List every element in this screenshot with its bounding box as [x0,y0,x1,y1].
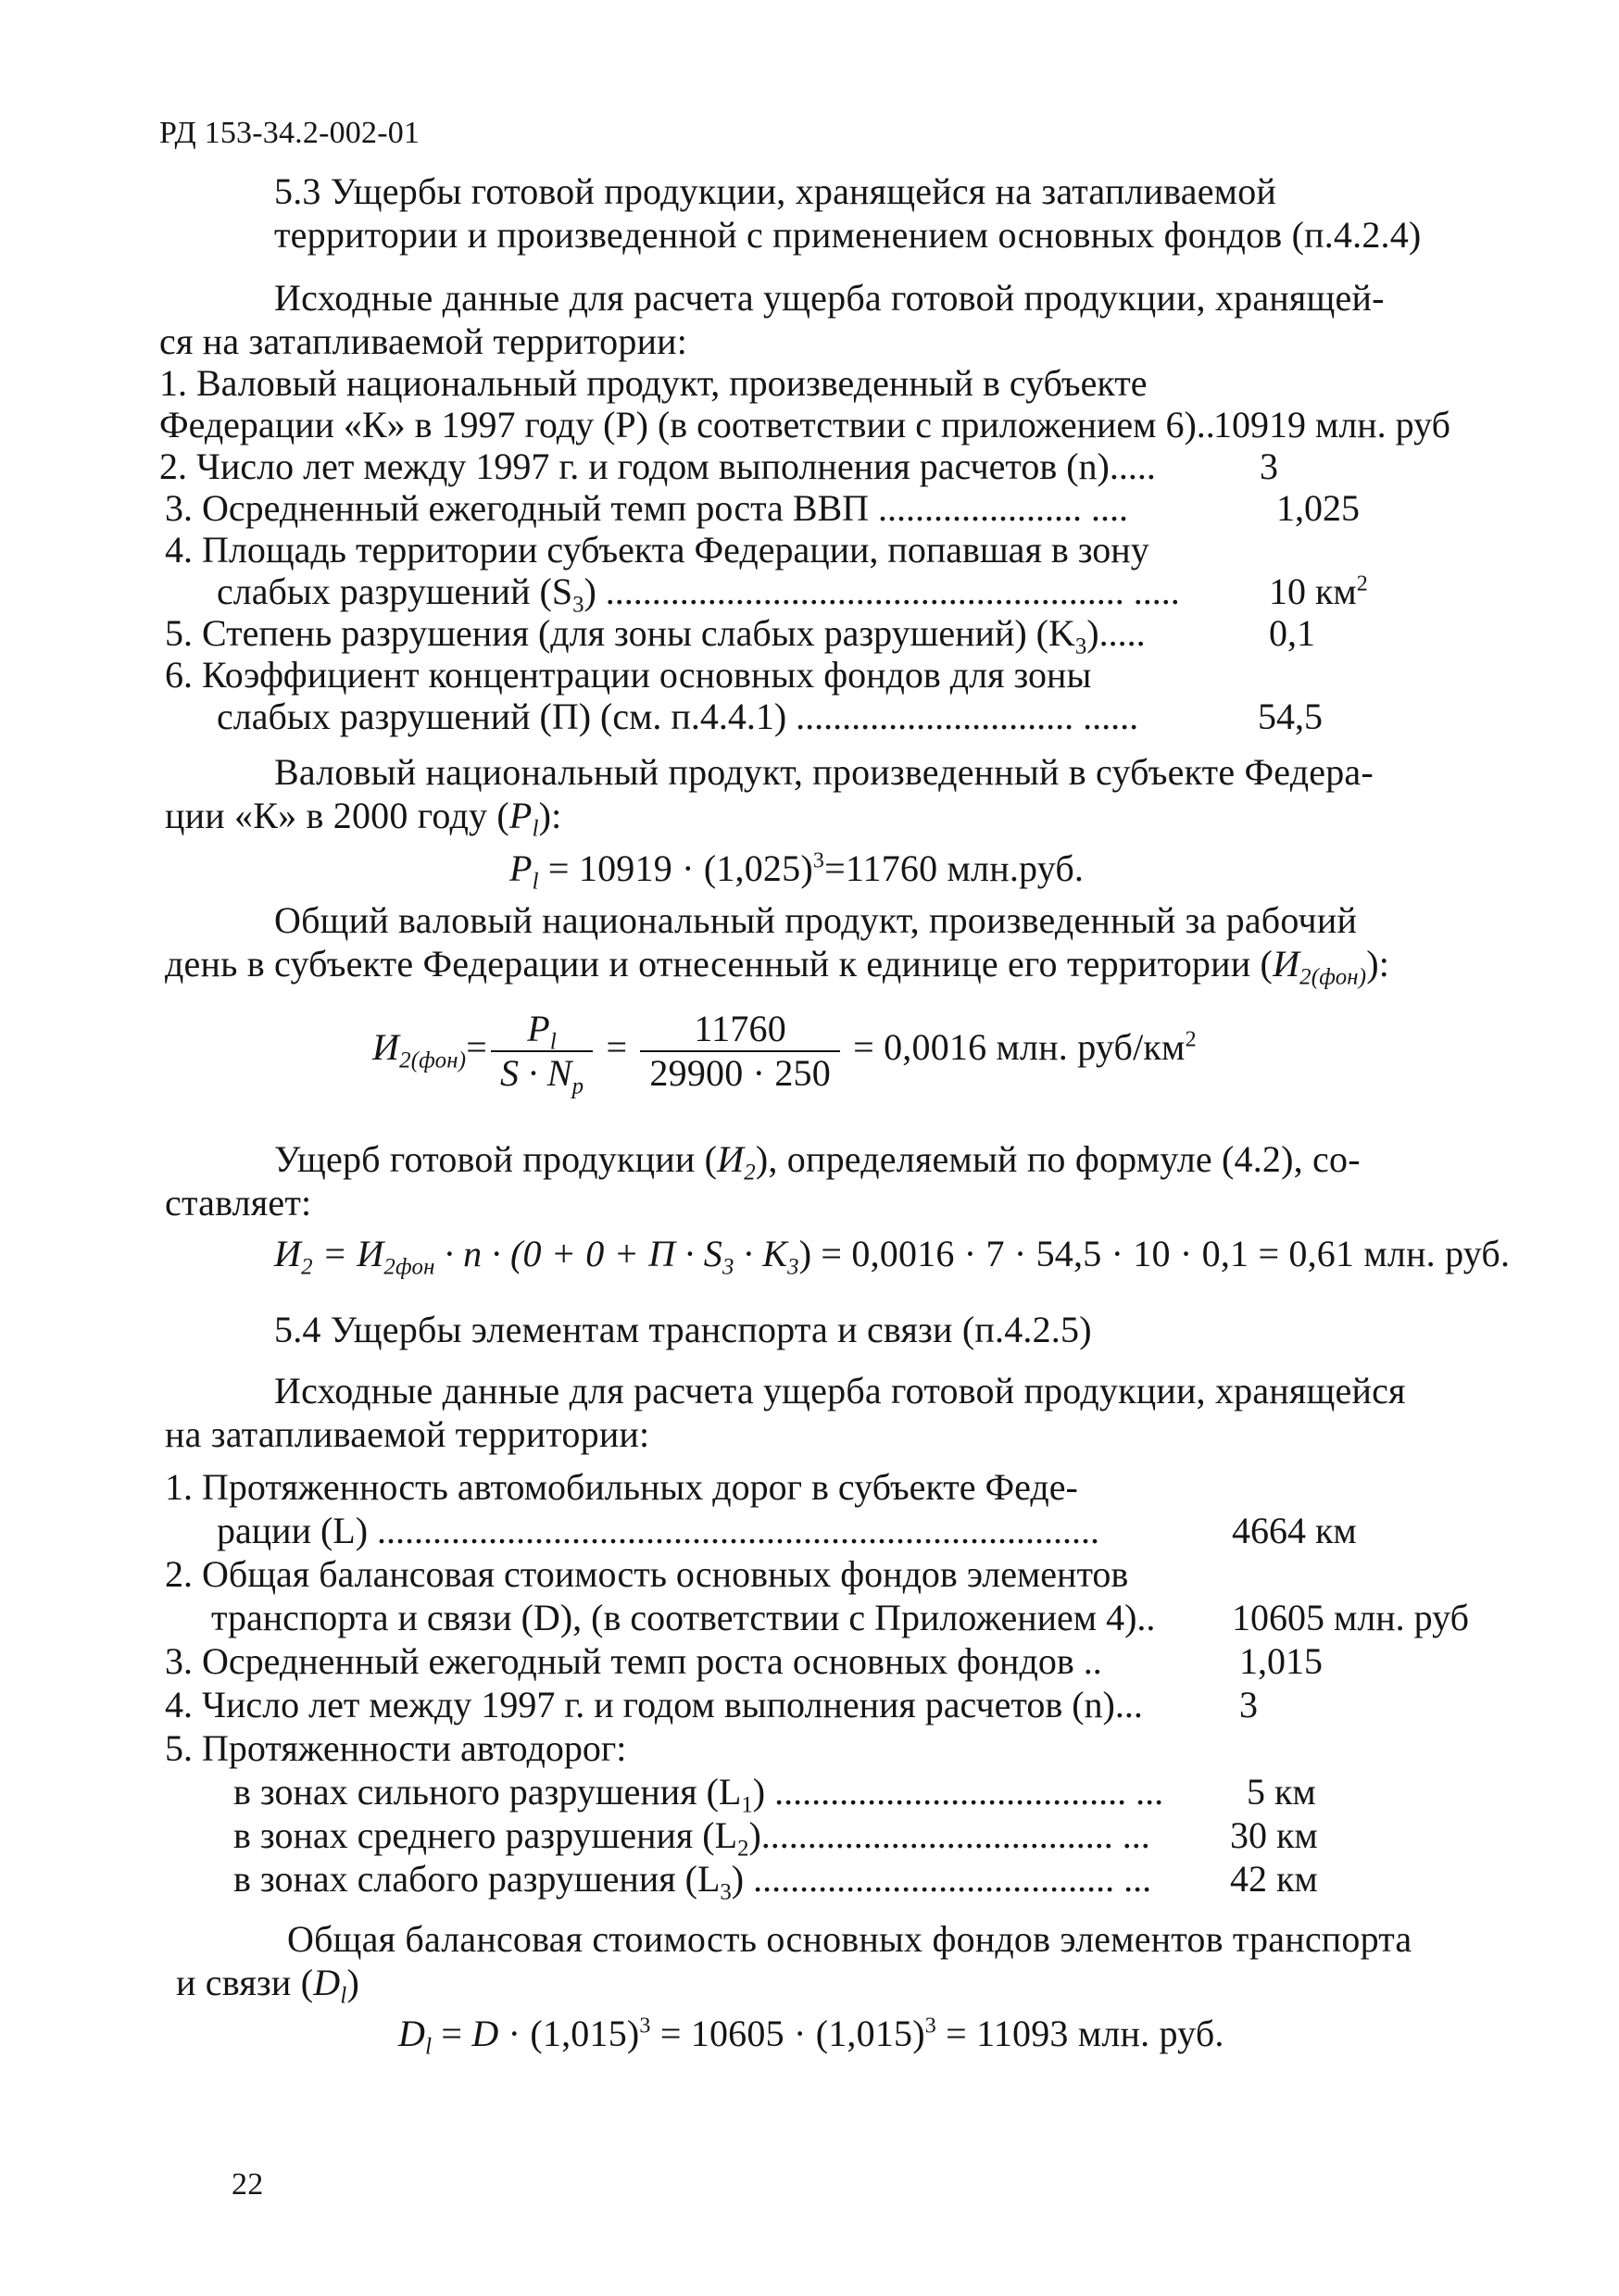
fraction-numeric: $\frac{11760}{29900 \cdot 250}$ [640,1008,840,1095]
road-zone-medium: в зонах среднего разрушения $(L_2)$...................................... ... [233,1814,1150,1862]
s53-intro-line1: Исходные данные для расчета ущерба готовой продукции, хранящей- [274,277,1385,319]
s54-item-1-line2: рации (L) .............................................................................. [217,1510,1100,1551]
s54-item-4-label: 4. Число лет между 1997 г. и годом выполнения расчетов (n)... [165,1684,1143,1725]
gnp-text-line2: ции «К» в 2000 году $(P_l)$: [165,795,562,842]
damage-text-line1: Ущерб готовой продукции $(И_2)$, определяемый по формуле (4.2), со- [274,1138,1361,1186]
fraction-symbolic: $\frac{P_l}{S \cdot N_p}$ [491,1008,593,1095]
s53-intro-line2: ся на затапливаемой территории: [159,320,688,362]
formula-i2-fon: $И_{2(фон)}=$ $\frac{P_l}{S \cdot N_p}$ = $\frac{11760}{29900 \cdot 250}$ = 0,0016 млн. руб/$км^2$ [372,1007,1197,1099]
s53-item-2-value: 3 [1260,445,1278,487]
s53-item-1-line1: 1. Валовый национальный продукт, произведенный в субъекте [159,362,1148,404]
total-gnp-line1: Общий валовый национальный продукт, произведенный за рабочий [274,899,1358,941]
road-zone-medium-value: 30 км [1230,1814,1318,1856]
road-zone-weak: в зонах слабого разрушения $(L_3)$ ....................................... ... [233,1858,1152,1905]
formula-i2: $И_2 = И_{2фон} \cdot n \cdot (0 + 0 + П \cdot S_3 \cdot K_3) = 0,0016 \cdot 7 \cdot 54,5 \cdot 10 \cdot 0,1 = 0,61$ млн. руб. [274,1233,1511,1280]
s53-item-1-line2: Федерации «К» в 1997 году (Р) (в соответствии с приложением 6).. [159,404,1215,445]
s54-item-1-line1: 1. Протяженность автомобильных дорог в субъекте Феде- [165,1466,1078,1508]
gnp-text-line1: Валовый национальный продукт, произведенный в субъекте Федера- [274,751,1374,793]
page-number: 22 [232,2167,264,2202]
s53-item-6-line1: 6. Коэффициент концентрации основных фондов для зоны [165,654,1092,696]
s54-item-5-label: 5. Протяженности автодорог: [165,1727,627,1769]
s54-item-2-value: 10605 млн. руб [1232,1597,1469,1638]
s54-item-2-line1: 2. Общая балансовая стоимость основных фондов элементов [165,1553,1129,1595]
s54-intro-line2: на затапливаемой территории: [165,1413,650,1455]
total-gnp-line2: день в субъекте Федерации и отнесенный к единице его территории $(И_{2(фон)})$: [165,943,1390,990]
s54-intro-line1: Исходные данные для расчета ущерба готовой продукции, хранящейся [274,1370,1406,1411]
road-zone-strong: в зонах сильного разрушения $(L_1)$ ...................................... ... [233,1771,1164,1818]
section-5-3-title-line1: 5.3 Ущербы готовой продукции, хранящейся на затапливаемой [274,170,1277,212]
road-zone-strong-value: 5 км [1247,1771,1316,1813]
s54-item-1-value: 4664 км [1232,1510,1357,1551]
formula-d1: $D_l = D \cdot (1,015)^3 = 10605 \cdot (1,015)^3 = 11093$ млн. руб. [398,2013,1224,2060]
s53-item-4-value: 10 $км^2$ [1269,571,1368,612]
road-zone-weak-value: 42 км [1230,1858,1318,1900]
s54-item-3-label: 3. Осредненный ежегодный темп роста основных фондов .. [165,1640,1102,1682]
s53-item-2-label: 2. Число лет между 1997 г. и годом выполнения расчетов (n)..... [159,445,1156,487]
s54-item-4-value: 3 [1239,1684,1258,1725]
s53-item-4-line1: 4. Площадь территории субъекта Федерации, попавшая в зону [165,529,1149,571]
section-5-4-title: 5.4 Ущербы элементам транспорта и связи (п.4.2.5) [274,1309,1092,1350]
s53-item-4-line2: слабых разрушений $(S_3)$ ........................................................ ..... [217,571,1180,618]
s54-item-2-line2: транспорта и связи (D), (в соответствии с Приложением 4).. [211,1597,1156,1638]
section-5-3-title-line2: территории и произведенной с применением основных фондов (п.4.2.4) [274,214,1422,256]
s53-item-6-value: 54,5 [1258,696,1323,737]
s53-item-3-label: 3. Осредненный ежегодный темп роста ВВП ...................... .... [165,487,1129,529]
document-code: РД 153-34.2-002-01 [159,116,420,150]
formula-p1: $P_l = 10919 \cdot (1,025)^3=11760$ млн.руб. [509,847,1085,895]
book-value-line2: и связи $(D_l)$ [176,1962,359,2009]
s54-item-3-value: 1,015 [1239,1640,1323,1682]
s53-item-1-value: 10919 млн. руб [1213,404,1450,445]
s53-item-5-value: 0,1 [1269,612,1315,654]
s53-item-5-label: 5. Степень разрушения (для зоны слабых разрушений) $(K_3)$..... [165,612,1146,659]
damage-text-line2: ставляет: [165,1182,312,1223]
s53-item-6-line2: слабых разрушений (П) (см. п.4.4.1) .............................. ...... [217,696,1139,737]
s53-item-3-value: 1,025 [1276,487,1360,529]
book-value-line1: Общая балансовая стоимость основных фондов элементов транспорта [287,1918,1412,1960]
